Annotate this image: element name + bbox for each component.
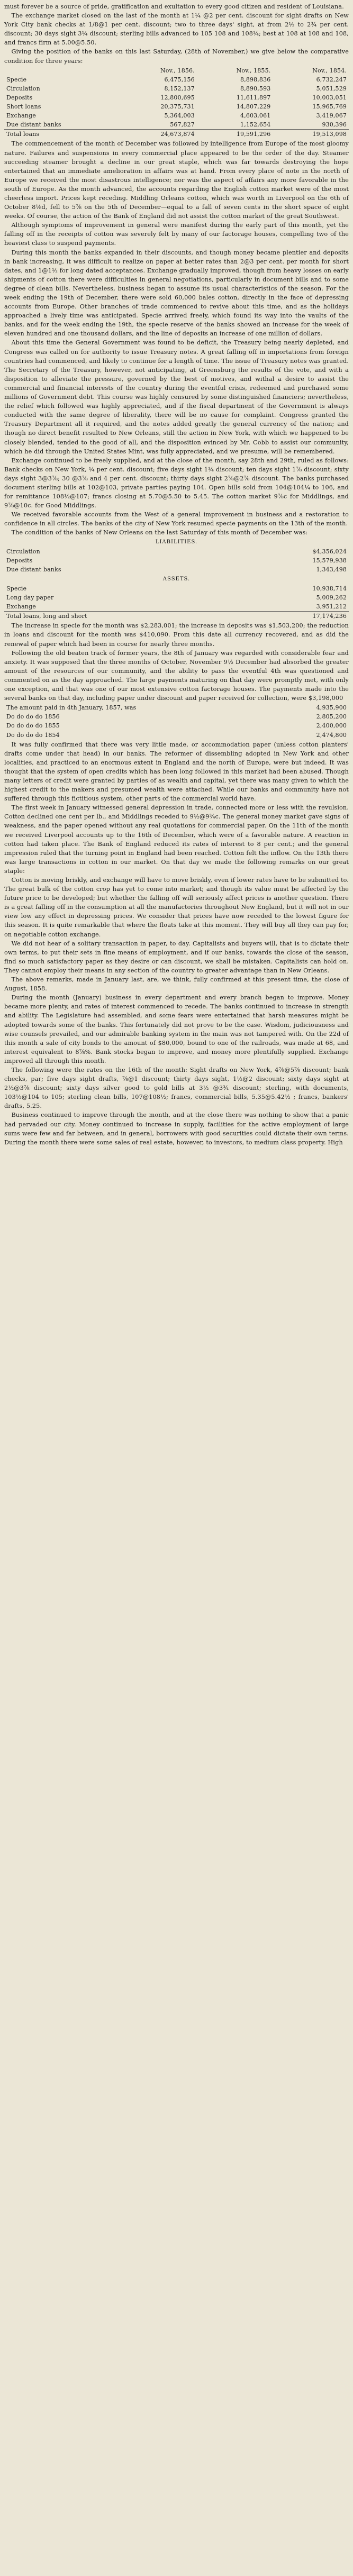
assets-heading: ASSETS. <box>162 576 191 582</box>
table-cell: 15,965,769 <box>312 103 347 111</box>
table-cell: 12,800,695 <box>160 94 195 101</box>
paragraph: About this time the General Government was found to be deficit, the Treasury being nearly depleted, and Congress was called on for authority to issue Treasury notes. A great falling off in importations from foreign countries had commenced, and likely to continue for a length of time. The issue of Treasury notes was granted. The Secretary of the Treasury, however, not anticipating, at Greensburg the results of the vote, and with a disposition to alleviate the pressure, governed by the best of motives, and withal a desire to assist the commercial and financial interests of the country during the eventful crisis, redeemed and purchased some millions of Government debt. This course was highly censured by some distinguished financiers; nevertheless, the relief which followed was highly appreciated, and if the fiscal department of the Government is always conducted with the same degree of liberality, there will be no cause for complaint. Congress granted the Treasury Department all it required, and the notes added greatly the general currency of the nation; and though no direct benefit resulted to New Orleans, still the action in New York, with which we happened to be closely blended, tended to the good of all, and the disposition evinced by Mr. Cobb to assist our community, which he did through the United States Mint, was fully appreciated, and we presume, will be remembered. <box>4 339 349 455</box>
table-cell: 6,475,156 <box>164 76 195 83</box>
liabilities-table-body <box>4 547 349 574</box>
paragraph: Business continued to improve through the month, and at the close there was nothing to show that a panic had pervaded our city. Money continued to increase in supply, facilities for the active employment of large sums were few and far between, and in general, borrowers with good securities could dictate their own terms. During the month there were some sales of real estate, however, to investors, to medium class property. High <box>4 1112 349 1146</box>
payments-table <box>4 703 349 739</box>
table-cell: 930,396 <box>322 121 347 129</box>
paragraph: Although symptoms of improvement in general were manifest during the early part of this month, yet the falling off in the receipts of cotton was severely felt by many of our factorage houses, compelling two of the heaviest class to suspend payments. <box>4 222 349 247</box>
table-row <box>4 731 349 740</box>
table-row <box>4 75 349 84</box>
table-cell: Due distant banks <box>6 121 61 129</box>
table-row <box>4 102 349 111</box>
table-cell: 4,935,900 <box>316 704 347 712</box>
table-cell: Specie <box>6 76 27 83</box>
assets-table-body <box>4 584 349 621</box>
paragraph: We received favorable accounts from the West of a general improvement in business and a restoration to confidence in all circles. The banks of the city of New York resumed specie payments on the 13th of the month. <box>4 511 349 527</box>
table-cell: $4,356,024 <box>312 548 347 555</box>
paragraph: Following the old beaten track of former years, the 8th of January was regarded with considerable fear and anxiety. It was supposed that the three months of October, November 9½ December had absorbed the greater amount of the resources of our community, and the ability to pass the eventful 4th was questioned and commented on as the day approached. The large payments maturing on that day were promptly met, with only one exception, and that was one of our most extensive cotton factorage houses. The payments made into the several banks on that day, including paper under discount and paper received for collection, were $3,198,000 <box>4 649 349 702</box>
liabilities-table <box>4 547 349 574</box>
table-cell: 567,827 <box>170 121 195 129</box>
table-cell: 19,513,098 <box>273 130 349 139</box>
paragraph: The commencement of the month of December was followed by intelligence from Europe of the most gloomy nature. Failures and suspensions in every commercial place appeared to be the order of the day. Steamer succeeding steamer brought a decline in our great staple, which was far towards destroying the hope entertained that an immediate amelioration in affairs was at hand. From every place of note in the north of Europe we received the most disastrous intelligence; nor was the aspect of affairs any more favorable in the south of Europe. As the month advanced, the accounts regarding the English cotton market were of the most cheerless import. Prices kept receding. Middling Orleans cotton, which was worth in Liverpool on the 6th of October 8⅛d, fell to 5⅞ on the 5th of December—equal to a fall of seven cents in the short space of eight weeks. Of course, the action of the Bank of England did not assist the cotton market of the great Southwest. <box>4 140 349 220</box>
table-cell: Exchange <box>6 112 36 120</box>
table-row <box>4 93 349 102</box>
table-cell: 10,938,714 <box>312 585 347 592</box>
table-cell: 19,591,296 <box>197 130 273 139</box>
table-cell: 5,009,262 <box>316 594 347 602</box>
table-cell: 4,603,061 <box>240 112 271 120</box>
paragraph: During this month the banks expanded in their discounts, and though money became plentier and deposits in bank increasing, it was difficult to realize on paper at better rates than 2@3 per cent. per month for short dates, and 1@1½ for long dated acceptances. Exchange gradually improved, though from heavy losses on early shipments of cotton there were difficulties in general negotiations, particularly in document bills and to some degree of clean bills. Nevertheless, business began to assume its usual characteristics of the season. For the week ending the 19th of December, there were sold 60,000 bales cotton, directly in the face of depressing accounts from Europe. Other branches of trade commenced to revive about this time, and as the holidays approached a lively time was anticipated. Specie arrived freely, which found its way into the vaults of the banks, and for the week ending the 19th, the specie reserve of the banks showed an increase for the week of eleven hundred and one thousand dollars, and the line of deposits an increase of one million of dollars. <box>4 249 349 338</box>
table-row <box>4 547 349 556</box>
table-header-cell: Nov., 1856. <box>160 67 195 74</box>
paragraph: The increase in specie for the month was $2,283,001; the increase in deposits was $1,503,200; the reduction in loans and discount for the month was $410,090. From this date all currency recovered, and as did the renewal of paper which had been in course for nearly three months. <box>4 622 349 648</box>
article-column <box>4 2 349 1147</box>
table-cell: 1,152,654 <box>240 121 271 129</box>
table-header-cell <box>4 66 121 75</box>
table-cell: Circulation <box>6 85 40 92</box>
table-cell: Short loans <box>6 103 41 111</box>
table-cell: Due distant banks <box>6 566 61 573</box>
table-header-row <box>4 66 349 75</box>
paragraph: Cotton is moving briskly, and exchange will have to move briskly, even if lower rates have to be submitted to. The great bulk of the cotton crop has yet to come into market; and though its value must be affected by the future price to be developed; but whether the falling off will seriously affect prices is another question. There is a great falling off in the consumption at all the manufactories throughout New England, but it will not in our view low any effect in depressing prices. We consider that prices have now receded to the lowest figure for this season. It is quite remarkable that where the floats take at this moment. They will buy all they can pay for, on negotiable cotton exchange. <box>4 877 349 938</box>
table-header-cell: Nov., 1855. <box>236 67 271 74</box>
paragraph: Giving the position of the banks on this last Saturday, (28th of November,) we give below the comparative condition for three years: <box>4 48 349 65</box>
comparison-table-body <box>4 75 349 139</box>
table-row <box>4 584 349 593</box>
table-row <box>4 703 349 712</box>
table-header-cell: Nov., 1854. <box>312 67 347 74</box>
paragraph: Exchange continued to be freely supplied, and at the close of the month, say 28th and 29th, ruled as follows: Bank checks on New York, ¼ per cent. discount; five days sight 1¼ discount; ten days sight 1⅞ discount; sixty days sight 3@3⅞; 30 @3⅞ and 4 per cent. discount; thirty days sight 2⅞@2⅞ discount. The banks purchased document sterling bills at 102@103, private parties paying 104. Open bills sold from 104@104¼ to 106, and for remittance 108½@107; francs closing at 5.70@5.50 to 5.45. The cotton market 9⅞c for Middlings, and 9⅞@10c. for Good Middlings. <box>4 457 349 509</box>
table-cell: 3,951,212 <box>316 603 347 611</box>
table-cell: 5,051,529 <box>316 85 347 92</box>
paragraph: It was fully confirmed that there was very little made, or accommodation paper (unless cotton planters' drafts come under that head) in our banks. The reformer of dissembling adopted in New York and other localities, and practiced to an enormous extent in England and the north of Europe, were but indeed. It was thought that the system of open credits which has been long followed in this market had been abused. Though many letters of credit were granted by parties of as wealth and capital, yet there was many given to which the highest credit to the makers and presumed wealth were attached. While our banks and community have not suffered through this fictitious system, other parts of the commercial world have. <box>4 741 349 803</box>
table-row <box>4 130 349 139</box>
table-cell: 2,805,200 <box>316 713 347 721</box>
table-row <box>4 712 349 721</box>
table-row <box>4 556 349 565</box>
table-row <box>4 602 349 612</box>
table-cell: Specie <box>6 585 27 592</box>
liabilities-heading: LIABILITIES. <box>155 539 198 545</box>
paragraph: We did not hear of a solitary transaction in paper, to day. Capitalists and buyers will, that is to dictate their own terms, to put their sets in fine means of employment, and if our banks, towards the close of the season, find so much satisfactory paper as they desire or can discount, we shall be mistaken. Capitalists can hold on. They cannot employ their means in any section of the country to greater advantage than in New Orleans. <box>4 940 349 974</box>
table-cell: 10,003,051 <box>312 94 347 101</box>
paragraph: The first week in January witnessed general depression in trade, connected more or less with the revulsion. Cotton declined one cent per lb., and Middlings receded to 9½@9¾c. The general money market gave signs of weakness, and the paper opened without any real quotations for commercial paper. On the 11th of the month we received Liverpool accounts up to the 16th of December, which were of a favorable nature. A reaction in cotton had taken place. The Bank of England reduced its rates of interest to 8 per cent.; and the general impression ruled that the turning point in England had been reached. Cotton felt the inflow. On the 13th there was large transactions in cotton in our market. On that day we made the following remarks on our great staple: <box>4 804 349 875</box>
table-row <box>4 120 349 130</box>
paragraph: The condition of the banks of New Orleans on the last Saturday of this month of December was: <box>11 529 308 536</box>
paragraph: The above remarks, made in January last, are, we think, fully confirmed at this present time, the close of August, 1858. <box>4 976 349 993</box>
table-cell: 24,673,874 <box>121 130 197 139</box>
table-row <box>4 612 349 621</box>
table-cell: Deposits <box>6 94 33 101</box>
payments-table-body <box>4 703 349 739</box>
table-cell: 8,152,137 <box>164 85 195 92</box>
table-cell: 5,364,003 <box>164 112 195 120</box>
table-cell: The amount paid in 4th January, 1857, was <box>6 704 137 712</box>
table-cell: 2,400,000 <box>316 722 347 730</box>
table-cell: Deposits <box>6 557 33 564</box>
comparison-table <box>4 66 349 139</box>
table-cell: 17,174,236 <box>242 612 349 621</box>
table-cell: Do do do do 1854 <box>6 731 60 739</box>
table-cell: 6,732,247 <box>316 76 347 83</box>
table-cell: 15,579,938 <box>312 557 347 564</box>
paragraph: The following were the rates on the 16th of the month: Sight drafts on New York, 4⅞@5⅞ discount; bank checks, par; five days sight drafts, ⅞@1 discount; thirty days sight, 1½@2 discount; sixty days sight at 2½@3⅞ discount; sixty days silver good to gold bills at 3½ @3¾ discount; sterling, with documents, 103½@104 to 105; sterling clean bills, 107@108½; francs, commercial bills, 5.35@5.42½ ; francs, bankers' drafts, 5.25. <box>4 1066 349 1110</box>
table-row <box>4 111 349 120</box>
table-cell: Do do do do 1855 <box>6 722 60 730</box>
table-cell: 8,890,593 <box>240 85 271 92</box>
paragraph: During the month (January) business in every department and every branch began to improve. Money became more plenty, and rates of interest commenced to recede. The banks continued to increase in strength and ability. The Legislature had assembled, and some fears were entertained that harsh measures might be adopted towards some of the banks. This fortunately did not prove to be the case. Wisdom, judiciousness and wise counsels prevailed, and our admirable banking system in the main was not tampered with. On the 22d of this month a sale of city bonds to the amount of $80,000, bound to one of the railroads, was made at 68, and interest equivalent to 8⅞%. Bank stocks began to improve, and money more plentifully supplied. Exchange improved all through this month. <box>4 994 349 1064</box>
table-row <box>4 84 349 93</box>
table-cell: Total loans <box>4 130 121 139</box>
table-cell: 20,375,731 <box>160 103 195 111</box>
table-cell: Circulation <box>6 548 40 555</box>
table-cell: Total loans, long and short <box>4 612 242 621</box>
paragraph: must forever be a source of pride, gratification and exultation to every good citizen and resident of Louisiana. <box>4 3 344 10</box>
table-cell: 1,343,498 <box>316 566 347 573</box>
table-cell: 2,474,800 <box>316 731 347 739</box>
table-cell: Exchange <box>6 603 36 611</box>
table-cell: 3,419,067 <box>316 112 347 120</box>
assets-table <box>4 584 349 621</box>
table-cell: 14,807,229 <box>236 103 271 111</box>
table-row <box>4 565 349 574</box>
table-cell: 11,611,897 <box>236 94 271 101</box>
table-cell: 8,898,836 <box>240 76 271 83</box>
paragraph: The exchange market closed on the last of the month at 1¼ @2 per cent. discount for sight drafts on New York City bank checks at 1/8@1 per cent. discount; two to three days' sight, at from 2½ to 2¾ per cent. discount; 30 days sight 3¼ discount; sterling bills advanced to 105 108 and 108¼; best at 108 at 108 and 108, and francs firm at 5.00@5.50. <box>4 12 349 47</box>
table-row <box>4 593 349 602</box>
table-cell: Long day paper <box>6 594 54 602</box>
table-cell: Do do do do 1856 <box>6 713 60 721</box>
table-row <box>4 721 349 730</box>
